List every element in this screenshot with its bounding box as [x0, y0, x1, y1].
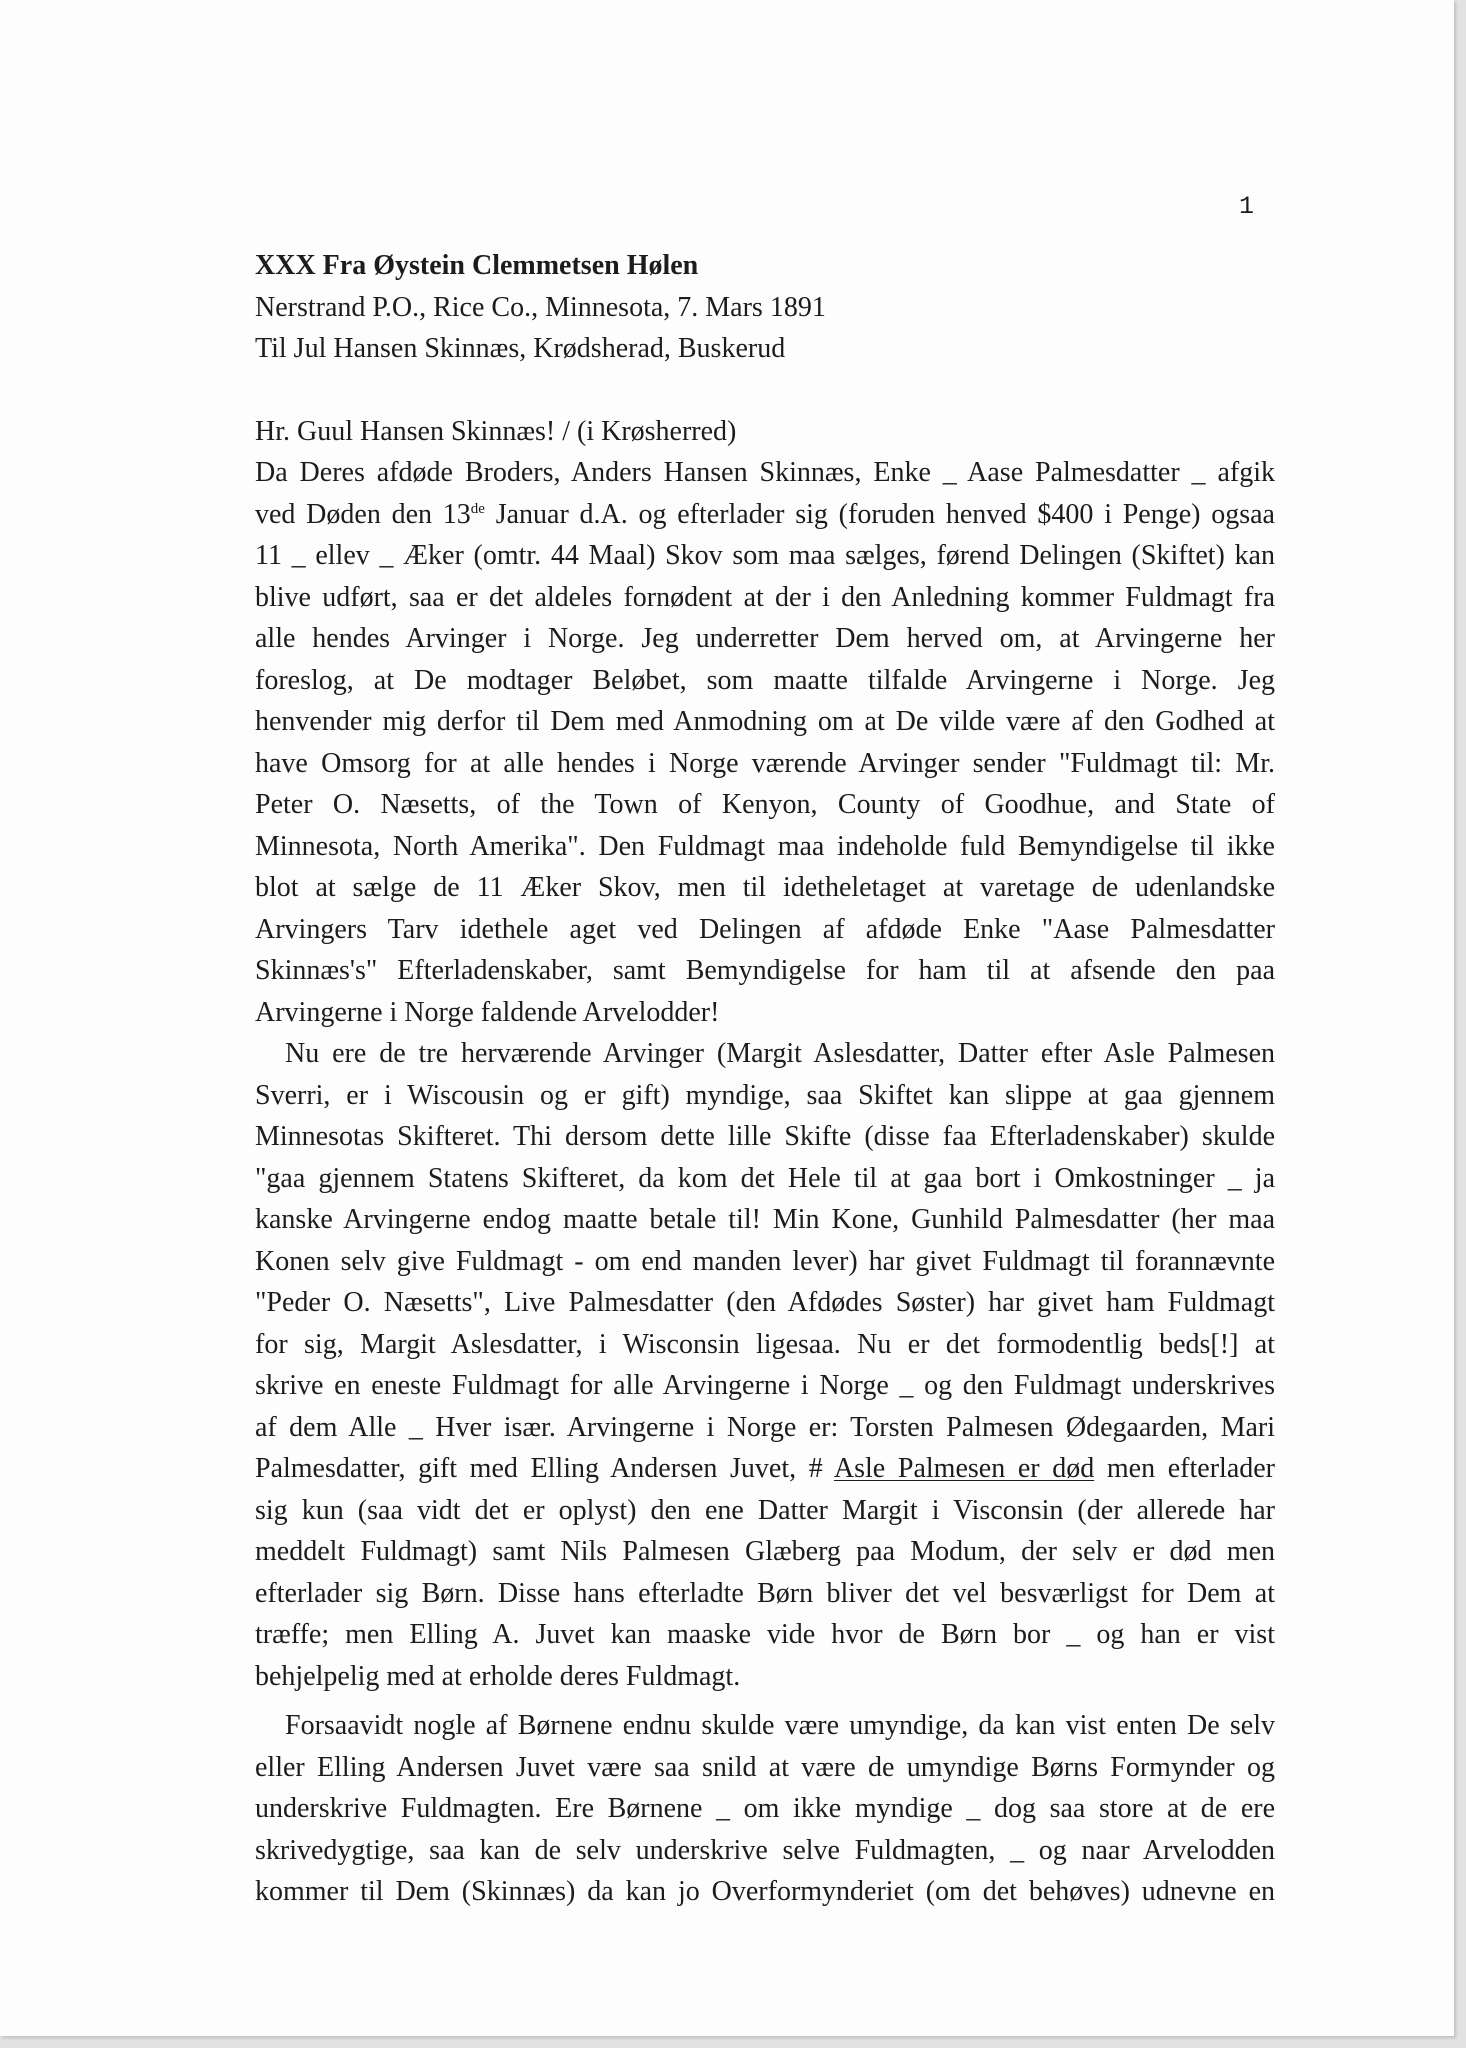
text-line: have Omsorg for at alle hendes i Norge værende Arvinger sender "Fuldmagt til: Mr.: [255, 747, 1275, 779]
text-line: henvender mig derfor til Dem med Anmodning om at De vilde være af den Godhed at: [255, 706, 1275, 737]
page-number: 1: [1238, 192, 1254, 221]
text-line: [255, 494, 1275, 536]
letter-body: [255, 245, 1275, 1913]
text-line: blive udført, saa er det aldeles fornødent at der i den Anledning kommer Fuldmagt fra: [255, 581, 1275, 613]
text-run: Januar d.A. og efterlader sig (foruden henved $400 i Penge) ogsaa: [484, 498, 1275, 530]
text-line: alle hendes Arvinger i Norge. Jeg underretter Dem herved om, at Arvingerne her: [255, 623, 1275, 654]
text-line: af dem Alle _ Hver især. Arvingerne i Norge er: Torsten Palmesen Ødegaarden, Mari: [255, 1411, 1275, 1443]
text-line: Nu ere de tre herværende Arvinger (Margit Aslesdatter, Datter efter Asle Palmesen: [285, 1038, 1275, 1069]
paragraph-1: [255, 452, 1275, 1033]
text-run: ved Døden den 13: [255, 498, 471, 530]
text-line: Da Deres afdøde Broders, Anders Hansen Skinnæs, Enke _ Aase Palmesdatter _ afgik: [255, 457, 1275, 488]
text-line: skrivedygtige, saa kan de selv underskrive selve Fuldmagten, _ og naar Arvelodden: [255, 1834, 1275, 1866]
text-line: Konen selv give Fuldmagt - om end manden lever) har givet Fuldmagt til forannævnte: [255, 1245, 1275, 1277]
text-line: [255, 1448, 1275, 1490]
text-line: Minnesota, North Amerika". Den Fuldmagt maa indeholde fuld Bemyndigelse til ikke: [255, 830, 1275, 862]
text-line: underskrive Fuldmagten. Ere Børnene _ om ikke myndige _ dog saa store at de ere: [255, 1793, 1275, 1824]
text-line: Sverri, er i Wiscousin og er gift) myndige, saa Skiftet kan slippe at gaa gjennem: [255, 1079, 1275, 1111]
text-line: Minnesotas Skifteret. Thi dersom dette lille Skifte (disse faa Efterladenskaber) skulde: [255, 1121, 1275, 1152]
text-line: skrive en eneste Fuldmagt for alle Arvingerne i Norge _ og den Fuldmagt underskrives: [255, 1370, 1275, 1401]
spacer: [255, 370, 1275, 411]
letter-place-date: Nerstrand P.O., Rice Co., Minnesota, 7. Mars 1891: [255, 291, 826, 323]
text-line: sig kun (saa vidt det er oplyst) den ene Datter Margit i Visconsin (der allerede har: [255, 1494, 1275, 1526]
text-line: behjelpelig med at erholde deres Fuldmagt.: [255, 1660, 741, 1692]
text-line: "gaa gjennem Statens Skifteret, da kom det Hele til at gaa bort i Omkostninger _ ja: [255, 1162, 1275, 1194]
text-line: Forsaavidt nogle af Børnene endnu skulde være umyndige, da kan vist enten De selv: [285, 1710, 1275, 1741]
salutation: Hr. Guul Hansen Skinnæs! / (i Krøsherred): [255, 415, 737, 447]
superscript: de: [470, 500, 485, 517]
text-line: Peter O. Næsetts, of the Town of Kenyon, County of Goodhue, and State of: [255, 789, 1275, 820]
paragraph-3: [255, 1705, 1275, 1913]
text-line: kommer til Dem (Skinnæs) da kan jo Overformynderiet (om det behøves) udnevne en: [255, 1876, 1275, 1907]
text-line: Arvingerne i Norge faldende Arvelodder!: [255, 996, 720, 1028]
text-line: 11 _ ellev _ Æker (omtr. 44 Maal) Skov som maa sælges, førend Delingen (Skiftet) kan: [255, 540, 1275, 571]
text-line: efterlader sig Børn. Disse hans efterladte Børn bliver det vel besværligst for Dem at: [255, 1577, 1275, 1609]
text-line: for sig, Margit Aslesdatter, i Wisconsin ligesaa. Nu er det formodentlig beds[!] at: [255, 1328, 1275, 1360]
text-run: men efterlader: [1094, 1453, 1276, 1484]
text-line: kanske Arvingerne endog maatte betale til! Min Kone, Gunhild Palmesdatter (her maa: [255, 1204, 1275, 1235]
text-run: Palmesdatter, gift med Elling Andersen Juvet, #: [255, 1453, 834, 1484]
underlined-text: Asle Palmesen er død: [833, 1453, 1095, 1484]
text-line: Skinnæs's" Efterladenskaber, samt Bemyndigelse for ham til at afsende den paa: [255, 955, 1275, 986]
text-line: Arvingers Tarv idethele aget ved Delingen af afdøde Enke "Aase Palmesdatter: [255, 913, 1275, 945]
text-line: eller Elling Andersen Juvet være saa snild at være de umyndige Børns Formynder og: [255, 1751, 1275, 1783]
text-line: træffe; men Elling A. Juvet kan maaske vide hvor de Børn bor _ og han er vist: [255, 1619, 1275, 1650]
text-line: foreslog, at De modtager Beløbet, som maatte tilfalde Arvingerne i Norge. Jeg: [255, 664, 1275, 696]
text-line: blot at sælge de 11 Æker Skov, men til idetheletaget at varetage de udenlandske: [255, 872, 1275, 903]
text-line: meddelt Fuldmagt) samt Nils Palmesen Glæberg paa Modum, der selv er død men: [255, 1536, 1275, 1567]
text-line: "Peder O. Næsetts", Live Palmesdatter (den Afdødes Søster) har givet ham Fuldmagt: [255, 1287, 1275, 1318]
letter-recipient: Til Jul Hansen Skinnæs, Krødsherad, Buskerud: [255, 333, 786, 364]
letter-title: XXX Fra Øystein Clemmetsen Hølen: [255, 250, 699, 281]
paragraph-2: [255, 1033, 1275, 1697]
